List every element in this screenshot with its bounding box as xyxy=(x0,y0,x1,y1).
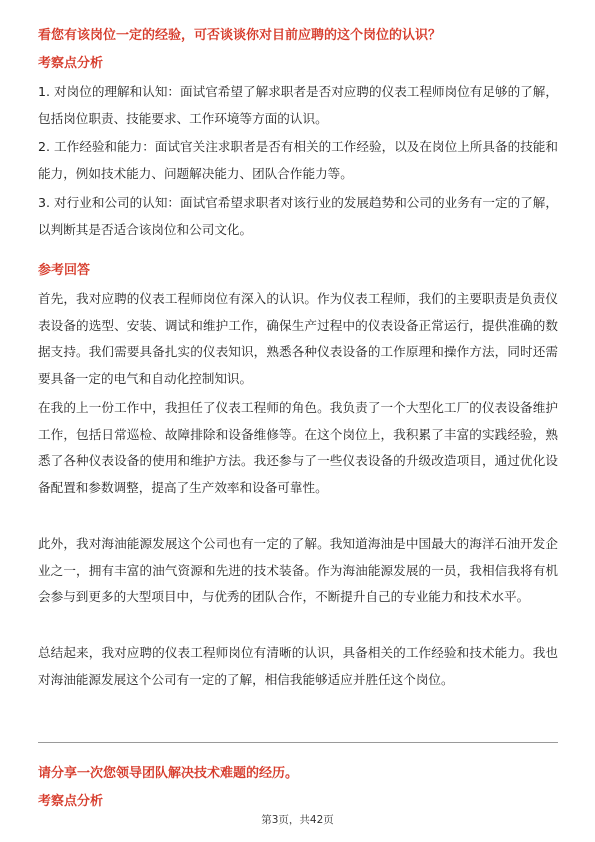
answer-paragraph: 总结起来，我对应聘的仪表工程师岗位有清晰的认识，具备相关的工作经验和技术能力。我也对海油能源发展这个公司有一定的了解，相信我能够适应并胜任这个岗位。 xyxy=(38,645,558,687)
page-number: 第3页，共42页 xyxy=(261,814,334,826)
analysis-point: 2. 工作经验和能力：面试官关注求职者是否有相关的工作经验，以及在岗位上所具备的技能和能力，例如技术能力、问题解决能力、团队合作能力等。 xyxy=(38,139,558,181)
section-divider xyxy=(38,742,558,743)
analysis-point: 1. 对岗位的理解和认知：面试官希望了解求职者是否对应聘的仪表工程师岗位有足够的了解，包括岗位职责、技能要求、工作环境等方面的认识。 xyxy=(38,84,558,126)
analysis-label: 考察点分析 xyxy=(38,794,104,809)
question-title: 请分享一次您领导团队解决技术难题的经历。 xyxy=(38,766,299,781)
analysis-label: 考察点分析 xyxy=(38,56,104,71)
analysis-point: 3. 对行业和公司的认知：面试官希望求职者对该行业的发展趋势和公司的业务有一定的了解，以判断其是否适合该岗位和公司文化。 xyxy=(38,195,558,237)
answer-paragraph: 此外，我对海油能源发展这个公司也有一定的了解。我知道海油是中国最大的海洋石油开发企业之一，拥有丰富的油气资源和先进的技术装备。作为海油能源发展的一员，我相信我将有机会参与到更多的大型项目中，与优秀的团队合作，不断提升自己的专业能力和技术水平。 xyxy=(38,536,558,605)
answer-paragraph: 在我的上一份工作中，我担任了仪表工程师的角色。我负责了一个大型化工厂的仪表设备维护工作，包括日常巡检、故障排除和设备维修等。在这个岗位上，我积累了丰富的实践经验，熟悉了各种仪表设备的使用和维护方法。我还参与了一些仪表设备的升级改造项目，通过优化设备配置和参数调整，提高了生产效率和设备可靠性。 xyxy=(38,400,558,496)
answer-label: 参考回答 xyxy=(38,263,91,278)
answer-paragraph: 首先，我对应聘的仪表工程师岗位有深入的认识。作为仪表工程师，我们的主要职责是负责仪表设备的选型、安装、调试和维护工作，确保生产过程中的仪表设备正常运行，提供准确的数据支持。我们需要具备扎实的仪表知识，熟悉各种仪表设备的工作原理和操作方法，同时还需要具备一定的电气和自动化控制知识。 xyxy=(38,291,558,387)
question-title: 看您有该岗位一定的经验，可否谈谈你对目前应聘的这个岗位的认识？ xyxy=(38,28,442,43)
